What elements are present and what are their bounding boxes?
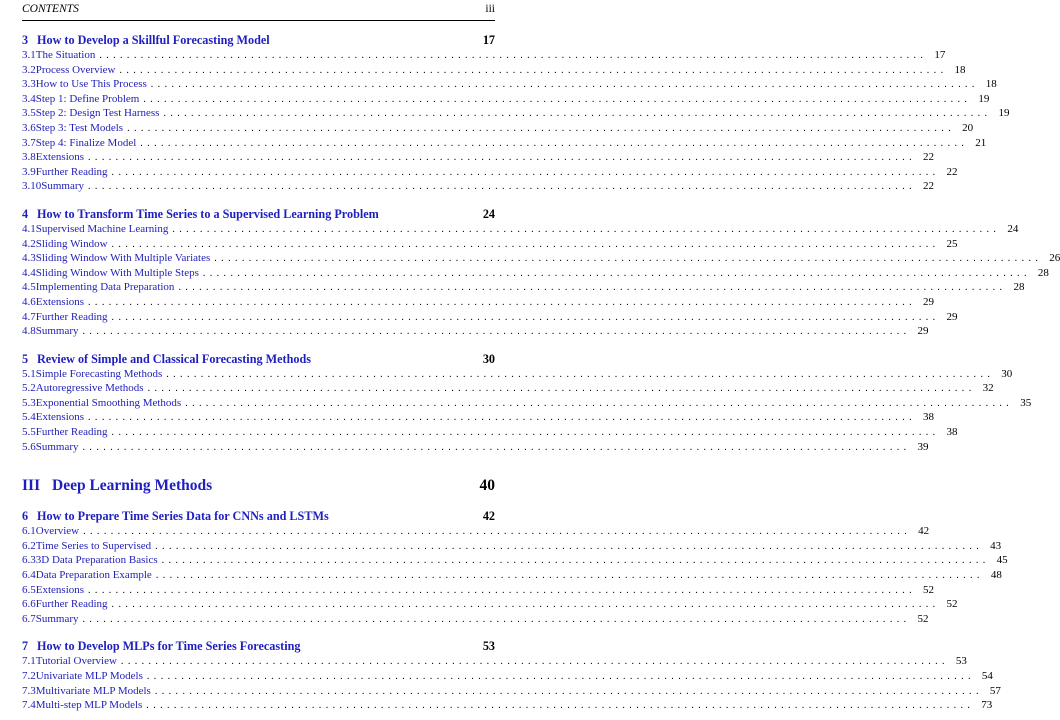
section-entry[interactable] (22, 136, 987, 151)
section-number: 7.2 (22, 670, 36, 682)
section-entry[interactable] (22, 295, 935, 310)
section-title: Further Reading (35, 310, 108, 323)
dot-leader: ........................................................................................................................ (88, 584, 917, 596)
section-page-number: 29 (923, 295, 935, 308)
dot-leader: ........................................................................................................................ (178, 282, 1007, 294)
section-number: 6.7 (22, 612, 36, 625)
dot-leader: ........................................................................................................................ (82, 326, 911, 338)
chapter-title: Review of Simple and Classical Forecasting Methods (37, 351, 311, 366)
section-entry[interactable] (22, 237, 958, 252)
section-number: 3.7 (22, 136, 36, 149)
dot-leader: ........................................................................................................................ (111, 599, 940, 611)
section-number: 4.4 (22, 266, 36, 279)
dot-leader: ........................................................................................................................ (99, 50, 928, 61)
chapter-page-number: 30 (482, 351, 495, 366)
chapter-title: How to Prepare Time Series Data for CNNs and LSTMs (37, 509, 329, 524)
dot-leader: ........................................................................................................................ (143, 93, 972, 105)
section-title: Step 2: Design Test Harness (35, 107, 160, 120)
section-entry[interactable] (22, 251, 1060, 266)
dot-leader: ........................................................................................................................ (155, 540, 984, 552)
chapter-entry (22, 638, 1001, 712)
section-page-number: 30 (1001, 367, 1013, 380)
section-number: 6.5 (22, 583, 36, 596)
section-entry[interactable] (22, 612, 929, 627)
chapter-spacer (22, 626, 495, 638)
section-page-number: 73 (981, 699, 993, 712)
section-entry[interactable] (22, 684, 1001, 699)
section-page-number: 28 (1013, 281, 1025, 294)
section-page-number: 26 (1049, 252, 1060, 265)
section-number: 6.3 (22, 554, 36, 567)
section-page-number: 19 (978, 92, 990, 105)
chapter-heading[interactable] (22, 351, 495, 367)
section-entry[interactable] (22, 106, 1010, 121)
section-entry[interactable] (22, 121, 974, 136)
section-page-number: 19 (998, 107, 1010, 120)
chapter-heading[interactable] (22, 508, 495, 524)
section-entry[interactable] (22, 698, 993, 713)
section-number: 7.1 (22, 655, 36, 668)
dot-leader: ........................................................................................................................ (82, 613, 911, 625)
section-entry[interactable] (22, 63, 966, 78)
chapter-number: 7 (22, 639, 29, 654)
part-spacer (22, 454, 495, 476)
section-entry[interactable] (22, 568, 1002, 583)
section-number: 5.1 (22, 367, 36, 380)
section-number: 3.10 (22, 180, 42, 193)
dot-leader: ........................................................................................................................ (88, 181, 917, 193)
chapter-page-number: 17 (482, 33, 495, 47)
chapter-page-number: 24 (482, 206, 495, 221)
section-entry[interactable] (22, 440, 929, 455)
chapter-number: 3 (22, 33, 29, 47)
chapter-heading[interactable] (22, 32, 495, 48)
chapter-entry (22, 206, 1060, 339)
dot-leader: ........................................................................................................................ (147, 383, 976, 395)
section-title: Process Overview (35, 63, 116, 76)
section-title: Time Series to Supervised (35, 539, 152, 552)
dot-leader: ........................................................................................................................ (161, 555, 990, 567)
section-entry[interactable] (22, 310, 958, 325)
section-number: 3.9 (22, 165, 36, 178)
section-title: Further Reading (35, 165, 108, 178)
dot-leader: ........................................................................................................................ (202, 267, 1031, 279)
section-number: 7.3 (22, 684, 36, 697)
section-number: 3.2 (22, 63, 36, 76)
section-entry[interactable] (22, 77, 997, 92)
section-entry[interactable] (22, 597, 958, 612)
section-number: 7.4 (22, 699, 36, 712)
dot-leader: ........................................................................................................................ (127, 122, 956, 134)
section-page-number: 29 (917, 325, 929, 338)
section-title: Further Reading (35, 598, 108, 611)
section-title: Summary (35, 440, 79, 453)
section-title: Tutorial Overview (35, 655, 117, 668)
section-title: Summary (35, 612, 79, 625)
section-page-number: 18 (954, 63, 966, 76)
section-page-number: 42 (918, 525, 930, 538)
section-entry[interactable] (22, 539, 1002, 554)
chapter-number: 5 (22, 351, 29, 366)
dot-leader: ........................................................................................................................ (111, 427, 940, 439)
section-page-number: 17 (934, 49, 946, 61)
chapter-number: 4 (22, 206, 29, 221)
chapter-spacer (22, 194, 495, 206)
chapter-page-number: 53 (482, 639, 495, 654)
section-number: 5.6 (22, 440, 36, 453)
section-number: 3.5 (22, 107, 36, 120)
part-title: Deep Learning Methods (52, 477, 213, 495)
section-entry[interactable] (22, 381, 994, 396)
dot-leader: ........................................................................................................................ (155, 570, 984, 582)
chapter-title: How to Transform Time Series to a Supervised Learning Problem (37, 206, 379, 221)
section-title: Data Preparation Example (35, 569, 152, 582)
section-page-number: 22 (946, 165, 958, 178)
section-entry[interactable] (22, 48, 946, 63)
section-page-number: 39 (917, 440, 929, 453)
section-title: Exponential Smoothing Methods (35, 396, 182, 409)
section-entry[interactable] (22, 524, 930, 539)
section-title: Overview (35, 525, 80, 538)
dot-leader: ........................................................................................................................ (163, 108, 992, 120)
section-page-number: 57 (989, 684, 1001, 697)
section-number: 5.4 (22, 411, 36, 424)
section-page-number: 18 (985, 78, 997, 91)
chapter-heading[interactable] (22, 206, 495, 222)
section-number: 5.5 (22, 426, 36, 439)
section-entry[interactable] (22, 266, 1049, 281)
section-title: Extensions (35, 295, 85, 308)
dot-leader: ........................................................................................................................ (83, 526, 912, 538)
section-number: 5.2 (22, 382, 36, 395)
section-title: Summary (35, 325, 79, 338)
section-entry[interactable] (22, 92, 990, 107)
section-title: Summary (41, 180, 85, 193)
section-page-number: 29 (946, 310, 958, 323)
section-number: 5.3 (22, 396, 36, 409)
section-number: 4.5 (22, 281, 36, 294)
chapter-number: 6 (22, 509, 29, 524)
section-title: Multi-step MLP Models (35, 699, 143, 712)
section-number: 6.1 (22, 525, 36, 538)
section-entry[interactable] (22, 410, 935, 425)
section-entry[interactable] (22, 222, 1019, 237)
dot-leader: ........................................................................................................................ (88, 296, 917, 308)
section-number: 3.4 (22, 92, 36, 105)
running-header (22, 0, 495, 21)
chapter-title: How to Develop a Skillful Forecasting Model (37, 33, 270, 47)
part-number: III (22, 477, 41, 495)
section-title: Extensions (35, 411, 85, 424)
section-page-number: 35 (1020, 396, 1032, 409)
section-title: Multivariate MLP Models (35, 684, 151, 697)
dot-leader: ........................................................................................................................ (172, 223, 1001, 235)
section-page-number: 22 (923, 180, 935, 193)
dot-leader: ........................................................................................................................ (166, 368, 995, 380)
section-page-number: 20 (962, 121, 974, 134)
header-title: CONTENTS (22, 3, 79, 15)
section-page-number: 52 (946, 598, 958, 611)
section-entry[interactable] (22, 150, 935, 165)
dot-leader: ........................................................................................................................ (111, 238, 940, 250)
dot-leader: ........................................................................................................................ (88, 412, 917, 424)
section-number: 6.4 (22, 569, 36, 582)
section-entry[interactable] (22, 583, 935, 598)
chapter-entry (22, 32, 1010, 194)
section-title: Sliding Window With Multiple Variates (35, 252, 211, 265)
section-page-number: 38 (923, 411, 935, 424)
dot-leader: ........................................................................................................................ (119, 64, 948, 76)
header-page-number: iii (485, 3, 495, 15)
section-entry[interactable] (22, 280, 1025, 295)
section-entry[interactable] (22, 396, 1032, 411)
section-number: 6.6 (22, 598, 36, 611)
section-page-number: 48 (990, 569, 1002, 582)
section-page-number: 25 (946, 237, 958, 250)
section-title: Step 4: Finalize Model (35, 136, 137, 149)
section-entry[interactable] (22, 367, 1013, 382)
section-page-number: 45 (996, 554, 1008, 567)
section-page-number: 24 (1007, 222, 1019, 235)
dot-leader: ........................................................................................................................ (154, 685, 983, 697)
section-page-number: 22 (923, 151, 935, 164)
section-entry[interactable] (22, 165, 958, 180)
section-number: 6.2 (22, 539, 36, 552)
part-page-number: 40 (479, 477, 495, 495)
section-page-number: 54 (981, 670, 993, 682)
dot-leader: ........................................................................................................................ (88, 152, 917, 164)
section-title: Univariate MLP Models (35, 670, 143, 682)
section-page-number: 43 (990, 539, 1002, 552)
section-entry[interactable] (22, 324, 929, 339)
dot-leader: ........................................................................................................................ (146, 671, 975, 682)
section-page-number: 21 (975, 136, 987, 149)
section-entry[interactable] (22, 553, 1008, 568)
dot-leader: ........................................................................................................................ (150, 79, 979, 91)
section-title: Sliding Window With Multiple Steps (35, 266, 199, 279)
section-page-number: 38 (946, 426, 958, 439)
chapter-page-number: 42 (482, 509, 495, 524)
section-title: Further Reading (35, 426, 108, 439)
section-page-number: 52 (923, 583, 935, 596)
chapter-heading[interactable] (22, 638, 495, 654)
section-number: 3.3 (22, 78, 36, 91)
dot-leader: ........................................................................................................................ (111, 166, 940, 178)
dot-leader: ........................................................................................................................ (82, 441, 911, 453)
section-title: Supervised Machine Learning (35, 222, 169, 235)
dot-leader: ........................................................................................................................ (120, 656, 949, 668)
section-entry[interactable] (22, 179, 935, 194)
section-number: 3.6 (22, 121, 36, 134)
part-heading[interactable] (22, 476, 495, 496)
section-title: Implementing Data Preparation (35, 281, 175, 294)
section-number: 4.3 (22, 252, 36, 265)
section-title: The Situation (35, 49, 96, 61)
section-entry[interactable] (22, 669, 993, 684)
section-title: How to Use This Process (35, 78, 147, 91)
section-page-number: 52 (917, 612, 929, 625)
section-entry[interactable] (22, 425, 958, 440)
chapter-entry (22, 351, 1032, 455)
section-title: Simple Forecasting Methods (35, 367, 163, 380)
section-number: 4.7 (22, 310, 36, 323)
section-title: Extensions (35, 151, 85, 164)
section-title: 3D Data Preparation Basics (35, 554, 158, 567)
section-page-number: 32 (982, 382, 994, 395)
dot-leader: ........................................................................................................................ (185, 397, 1014, 409)
dot-leader: ........................................................................................................................ (146, 700, 975, 712)
section-title: Step 3: Test Models (35, 121, 124, 134)
section-number: 4.8 (22, 325, 36, 338)
section-title: Sliding Window (35, 237, 108, 250)
section-title: Extensions (35, 583, 85, 596)
part-spacer (22, 496, 495, 508)
dot-leader: ........................................................................................................................ (111, 311, 940, 323)
chapter-entry (22, 508, 1008, 626)
section-entry[interactable] (22, 654, 967, 669)
section-title: Autoregressive Methods (35, 382, 144, 395)
section-title: Step 1: Define Problem (35, 92, 140, 105)
section-page-number: 53 (955, 655, 967, 668)
chapter-spacer (22, 339, 495, 351)
section-number: 4.2 (22, 237, 36, 250)
section-number: 3.1 (22, 49, 36, 61)
dot-leader: ........................................................................................................................ (214, 253, 1043, 265)
section-number: 4.6 (22, 295, 36, 308)
chapter-title: How to Develop MLPs for Time Series Forecasting (37, 639, 301, 654)
section-number: 3.8 (22, 151, 36, 164)
table-of-contents (22, 32, 1060, 713)
section-number: 4.1 (22, 222, 36, 235)
dot-leader: ........................................................................................................................ (140, 137, 969, 149)
section-page-number: 28 (1037, 266, 1049, 279)
